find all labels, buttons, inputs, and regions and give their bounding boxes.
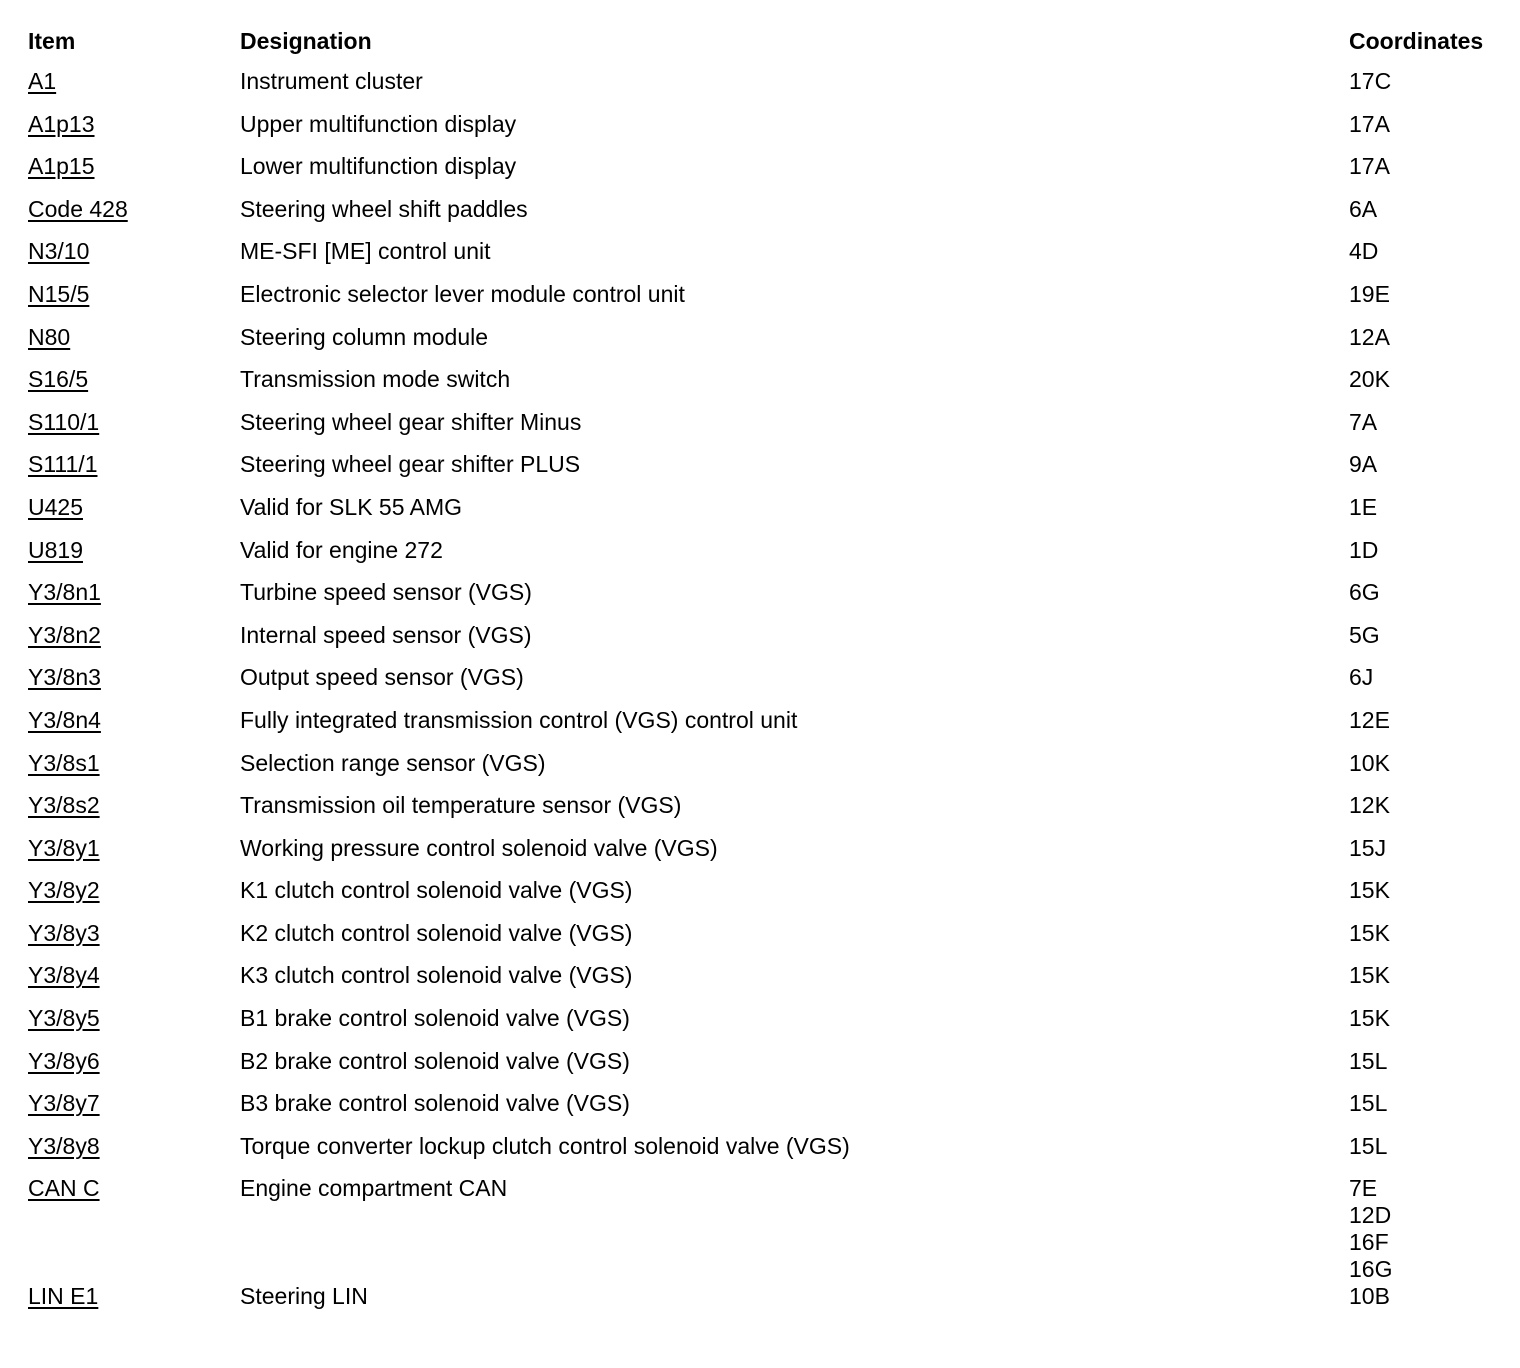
designation-cell: Valid for engine 272 [240, 536, 443, 563]
table-row [28, 281, 1508, 324]
designation-cell: Valid for SLK 55 AMG [240, 493, 463, 520]
coordinates-cell [1349, 1048, 1508, 1091]
coordinate-value: 6A [1349, 195, 1378, 222]
item-cell [28, 579, 240, 622]
coordinates-cell [1349, 366, 1508, 409]
designation-cell: Steering wheel gear shifter Minus [240, 408, 582, 435]
table-row [28, 1133, 1508, 1176]
item-cell [28, 1090, 240, 1133]
item-cell [28, 1133, 240, 1176]
item-cell [28, 409, 240, 452]
designation-cell: Torque converter lockup clutch control solenoid valve (VGS) [240, 1132, 850, 1159]
designation-cell: Selection range sensor (VGS) [240, 749, 546, 776]
coordinates-cell [1349, 1090, 1508, 1133]
coordinate-value: 15J [1349, 834, 1387, 861]
item-link[interactable]: Y3/8n3 [28, 664, 101, 691]
designation-cell: Steering column module [240, 323, 489, 350]
item-link[interactable]: Y3/8y2 [28, 877, 100, 904]
coordinates-cell [1349, 111, 1508, 154]
designation-cell: Upper multifunction display [240, 110, 517, 137]
coordinate-value: 15K [1349, 877, 1390, 904]
table-row [28, 537, 1508, 580]
item-cell [28, 920, 240, 963]
designation-cell: Steering LIN [240, 1283, 368, 1310]
item-cell [28, 281, 240, 324]
header-row [28, 28, 1508, 68]
item-link[interactable]: Y3/8n2 [28, 621, 101, 648]
coordinate-value: 15L [1349, 1047, 1388, 1074]
item-link[interactable]: N80 [28, 323, 71, 350]
item-cell [28, 877, 240, 920]
item-cell [28, 835, 240, 878]
item-link[interactable]: U425 [28, 493, 83, 520]
designation-cell: K1 clutch control solenoid valve (VGS) [240, 877, 633, 904]
item-cell [28, 111, 240, 154]
item-cell [28, 68, 240, 111]
table-row [28, 494, 1508, 537]
designation-cell: Output speed sensor (VGS) [240, 664, 524, 691]
designation-cell: Transmission oil temperature sensor (VGS) [240, 792, 682, 819]
coordinate-value: 7A [1349, 408, 1378, 435]
coordinates-cell [1349, 835, 1508, 878]
item-cell [28, 1175, 240, 1283]
item-cell [28, 153, 240, 196]
table-row [28, 451, 1508, 494]
designation-cell: B1 brake control solenoid valve (VGS) [240, 1005, 630, 1032]
designation-column-header: Designation [240, 28, 372, 54]
coordinate-value: 20K [1349, 366, 1390, 393]
item-link[interactable]: S111/1 [28, 451, 98, 478]
coordinates-cell [1349, 238, 1508, 281]
table-row [28, 920, 1508, 963]
item-cell [28, 622, 240, 665]
item-cell [28, 750, 240, 793]
coordinates-cell [1349, 537, 1508, 580]
item-link[interactable]: S110/1 [28, 408, 100, 435]
table-row [28, 835, 1508, 878]
table-row [28, 366, 1508, 409]
item-cell [28, 664, 240, 707]
table-row [28, 962, 1508, 1005]
coordinate-value: 9A [1349, 451, 1378, 478]
coordinates-cell [1349, 792, 1508, 835]
coordinates-cell [1349, 494, 1508, 537]
table-row [28, 1175, 1508, 1283]
item-link[interactable]: Y3/8n1 [28, 579, 101, 606]
table-row [28, 707, 1508, 750]
item-link[interactable]: S16/5 [28, 366, 89, 393]
item-link[interactable]: LIN E1 [28, 1283, 99, 1310]
coordinate-value: 15L [1349, 1132, 1388, 1159]
item-link[interactable]: Y3/8y7 [28, 1090, 100, 1117]
item-link[interactable]: Code 428 [28, 195, 128, 222]
table-row [28, 409, 1508, 452]
table-row [28, 664, 1508, 707]
coordinates-cell [1349, 962, 1508, 1005]
coordinates-cell [1349, 281, 1508, 324]
coordinates-column-header: Coordinates [1349, 28, 1484, 54]
coordinates-cell [1349, 579, 1508, 622]
coordinates-cell [1349, 750, 1508, 793]
designation-cell: Internal speed sensor (VGS) [240, 621, 532, 648]
item-cell [28, 196, 240, 239]
coordinate-value: 17A [1349, 153, 1390, 180]
table-row [28, 68, 1508, 111]
table-row [28, 111, 1508, 154]
coordinate-value: 10K [1349, 749, 1390, 776]
coordinate-value: 1E [1349, 493, 1378, 520]
table-row [28, 1005, 1508, 1048]
coordinates-cell [1349, 324, 1508, 367]
coordinate-value: 12E [1349, 706, 1390, 733]
coordinate-value: 12K [1349, 792, 1390, 819]
coordinates-cell [1349, 68, 1508, 111]
item-link[interactable]: Y3/8y1 [28, 834, 100, 861]
designation-cell: Working pressure control solenoid valve (VGS) [240, 834, 718, 861]
item-link[interactable]: Y3/8y5 [28, 1005, 100, 1032]
component-legend-table [28, 28, 1508, 1326]
legend-body [28, 68, 1508, 1326]
designation-cell: Steering wheel gear shifter PLUS [240, 451, 581, 478]
coordinate-value: 19E [1349, 280, 1390, 307]
item-link[interactable]: Y3/8y8 [28, 1132, 100, 1159]
coordinate-value: 5G [1349, 621, 1380, 648]
item-link[interactable]: N15/5 [28, 280, 90, 307]
item-link[interactable]: N3/10 [28, 238, 90, 265]
item-link[interactable]: A1p15 [28, 153, 95, 180]
table-row [28, 877, 1508, 920]
coordinates-cell [1349, 1175, 1508, 1283]
coordinate-value: 16F [1349, 1229, 1389, 1256]
table-row [28, 1283, 1508, 1326]
designation-cell: Steering wheel shift paddles [240, 195, 528, 222]
designation-cell: Fully integrated transmission control (VGS) control unit [240, 706, 798, 733]
item-link[interactable]: Y3/8s2 [28, 792, 100, 819]
designation-cell: B2 brake control solenoid valve (VGS) [240, 1047, 630, 1074]
table-row [28, 792, 1508, 835]
table-row [28, 238, 1508, 281]
designation-cell: Transmission mode switch [240, 366, 511, 393]
coordinates-cell [1349, 1005, 1508, 1048]
table-row [28, 324, 1508, 367]
item-cell [28, 451, 240, 494]
coordinates-cell [1349, 664, 1508, 707]
coordinate-value: 10B [1349, 1283, 1390, 1310]
designation-cell: Turbine speed sensor (VGS) [240, 579, 532, 606]
coordinate-value: 7E [1349, 1175, 1378, 1202]
item-link[interactable]: A1 [28, 68, 57, 94]
coordinate-value: 17C [1349, 68, 1392, 94]
item-cell [28, 1283, 240, 1326]
designation-cell: Instrument cluster [240, 68, 423, 94]
designation-cell: Engine compartment CAN [240, 1175, 508, 1202]
item-cell [28, 1005, 240, 1048]
coordinates-cell [1349, 707, 1508, 750]
coordinate-value: 1D [1349, 536, 1379, 563]
table-row [28, 153, 1508, 196]
designation-cell: Electronic selector lever module control unit [240, 280, 685, 307]
item-cell [28, 537, 240, 580]
item-link[interactable]: Y3/8y4 [28, 962, 100, 989]
item-link[interactable]: A1p13 [28, 110, 95, 137]
item-cell [28, 962, 240, 1005]
item-link[interactable]: Y3/8s1 [28, 749, 100, 776]
designation-cell: Lower multifunction display [240, 153, 517, 180]
table-row [28, 750, 1508, 793]
item-cell [28, 1048, 240, 1091]
item-column-header: Item [28, 28, 76, 54]
coordinates-cell [1349, 622, 1508, 665]
coordinate-value: 4D [1349, 238, 1379, 265]
coordinate-value: 6J [1349, 664, 1374, 691]
coordinate-value: 15L [1349, 1090, 1388, 1117]
coordinates-cell [1349, 1283, 1508, 1326]
table-row [28, 1090, 1508, 1133]
coordinate-value: 12A [1349, 323, 1390, 350]
coordinate-value: 6G [1349, 579, 1380, 606]
coordinates-cell [1349, 451, 1508, 494]
table-row [28, 196, 1508, 239]
designation-cell: ME-SFI [ME] control unit [240, 238, 491, 265]
coordinates-cell [1349, 877, 1508, 920]
coordinate-value: 12D [1349, 1202, 1392, 1229]
item-link[interactable]: U819 [28, 536, 83, 563]
coordinates-cell [1349, 196, 1508, 239]
coordinates-cell [1349, 1133, 1508, 1176]
item-link[interactable]: Y3/8y6 [28, 1047, 100, 1074]
coordinate-value: 15K [1349, 962, 1390, 989]
table-row [28, 1048, 1508, 1091]
table-row [28, 579, 1508, 622]
item-cell [28, 238, 240, 281]
item-cell [28, 366, 240, 409]
coordinate-value: 15K [1349, 919, 1390, 946]
coordinates-cell [1349, 153, 1508, 196]
coordinate-value: 15K [1349, 1005, 1390, 1032]
item-link[interactable]: CAN C [28, 1175, 100, 1202]
item-cell [28, 494, 240, 537]
coordinates-cell [1349, 409, 1508, 452]
item-link[interactable]: Y3/8n4 [28, 706, 101, 733]
coordinate-value: 16G [1349, 1256, 1393, 1283]
designation-cell: B3 brake control solenoid valve (VGS) [240, 1090, 630, 1117]
item-cell [28, 707, 240, 750]
table-row [28, 622, 1508, 665]
item-cell [28, 324, 240, 367]
designation-cell: K2 clutch control solenoid valve (VGS) [240, 919, 633, 946]
item-cell [28, 792, 240, 835]
coordinates-cell [1349, 920, 1508, 963]
coordinate-value: 17A [1349, 110, 1390, 137]
item-link[interactable]: Y3/8y3 [28, 919, 100, 946]
designation-cell: K3 clutch control solenoid valve (VGS) [240, 962, 633, 989]
